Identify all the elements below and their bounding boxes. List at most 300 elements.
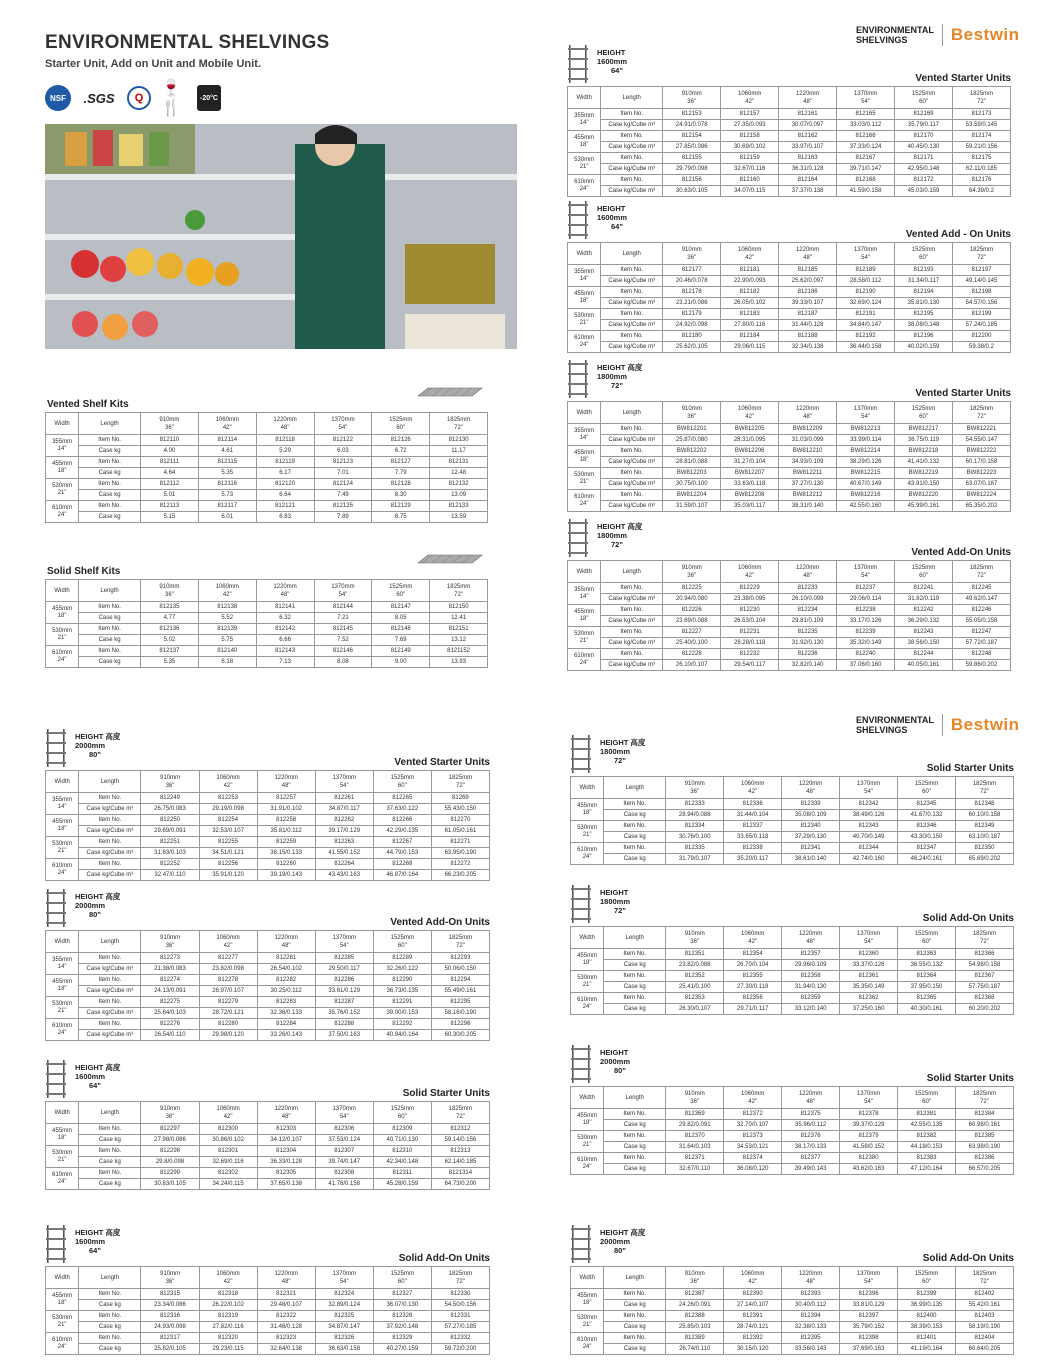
case-weight-cell: 12.41: [430, 613, 488, 624]
case-weight-cell: 13.59: [430, 512, 488, 523]
item-number-cell: 812363: [898, 949, 956, 960]
length-column-header: 1825mm 72": [953, 402, 1011, 424]
height-label: HEIGHT 高度 1800mm 72": [600, 738, 646, 765]
item-number-cell: 812322: [257, 1311, 315, 1322]
row-label: Case kg/Cube m³: [79, 1008, 141, 1019]
case-weight-cell: 35.79/0.117: [895, 120, 953, 131]
case-weight-cell: 37.92/0.148: [373, 1322, 431, 1333]
item-number-cell: 812254: [199, 815, 257, 826]
item-number-cell: 812112: [141, 479, 199, 490]
table-row: [46, 1157, 490, 1168]
item-number-cell: BW812202: [663, 446, 721, 457]
item-number-cell: BW812203: [663, 468, 721, 479]
case-weight-cell: 28.31/0.095: [721, 435, 779, 446]
length-column-header: 1370mm 54": [837, 87, 895, 109]
width-cell: 455mm 18": [571, 1289, 604, 1311]
case-weight-cell: 43.30/0.150: [898, 832, 956, 843]
case-weight-cell: 26.97/0.107: [199, 986, 257, 997]
length-column-header: 1060mm 42": [721, 87, 779, 109]
shelf-kit-icon: [414, 553, 484, 567]
item-number-cell: 812168: [837, 175, 895, 186]
length-column-header: 1060mm 42": [721, 402, 779, 424]
table-row: [571, 1300, 1014, 1311]
length-header: Length: [604, 777, 666, 799]
length-column-header: 1825mm 72": [956, 777, 1014, 799]
item-number-cell: 812332: [431, 1333, 489, 1344]
item-number-cell: 812266: [373, 815, 431, 826]
case-weight-cell: 37.25/0.160: [840, 1004, 898, 1015]
case-weight-cell: 8.30: [372, 490, 430, 501]
table-row: [46, 1311, 490, 1322]
table-row: [568, 276, 1011, 287]
case-weight-cell: 60.64/0.205: [956, 1344, 1014, 1355]
table-row: [46, 1124, 490, 1135]
item-number-cell: 812311: [373, 1168, 431, 1179]
case-weight-cell: 32.70/0.107: [724, 1120, 782, 1131]
case-weight-cell: 25.87/0.080: [663, 435, 721, 446]
section-title: Vented Starter Units: [915, 73, 1011, 84]
row-label: Item No.: [604, 799, 666, 810]
item-number-cell: 812383: [898, 1153, 956, 1164]
case-weight-cell: 44.79/0.153: [373, 848, 431, 859]
sgs-logo: .SGS: [83, 90, 115, 106]
item-number-cell: 812281: [257, 953, 315, 964]
section-title: Vented Add - On Units: [905, 229, 1011, 240]
item-number-cell: 812395: [782, 1333, 840, 1344]
item-number-cell: 812149: [372, 646, 430, 657]
width-cell: 610mm 24": [46, 1333, 79, 1355]
case-weight-cell: 30.07/0.097: [779, 120, 837, 131]
case-weight-cell: 5.75: [198, 635, 256, 646]
item-number-cell: 812249: [141, 793, 199, 804]
case-weight-cell: 24.91/0.078: [663, 120, 721, 131]
item-number-cell: 812145: [314, 624, 372, 635]
case-weight-cell: 36.99/0.135: [898, 1300, 956, 1311]
length-column-header: 1220mm 48": [782, 1087, 840, 1109]
width-cell: 455mm 18": [46, 1289, 79, 1311]
section-title: Solid Starter Units: [402, 1088, 490, 1099]
case-weight-cell: 32.67/0.110: [666, 1164, 724, 1175]
length-column-header: 910mm 36": [663, 402, 721, 424]
width-header: Width: [46, 1267, 79, 1289]
item-number-cell: 812381: [898, 1109, 956, 1120]
table-header-row: [46, 1102, 490, 1124]
height-label: HEIGHT 1600mm 64": [597, 204, 628, 231]
case-weight-cell: 21.38/0.083: [141, 964, 199, 975]
table-row: [46, 501, 488, 512]
length-column-header: 1525mm 60": [373, 1102, 431, 1124]
row-label: Item No.: [601, 109, 663, 120]
width-cell: 610mm 24": [46, 1019, 79, 1041]
width-cell: 455mm 18": [46, 602, 79, 624]
item-number-cell: BW812221: [953, 424, 1011, 435]
item-number-cell: 812404: [956, 1333, 1014, 1344]
item-number-cell: 812321: [257, 1289, 315, 1300]
item-number-cell: 812273: [141, 953, 199, 964]
width-cell: 455mm 18": [46, 1124, 79, 1146]
length-column-header: 1060mm 42": [199, 1267, 257, 1289]
case-weight-cell: 26.22/0.102: [199, 1300, 257, 1311]
row-label: Item No.: [79, 1168, 141, 1179]
item-number-cell: 812226: [663, 605, 721, 616]
case-weight-cell: 31.03/0.099: [779, 435, 837, 446]
case-weight-cell: 37.29/0.130: [782, 832, 840, 843]
item-number-cell: BW812222: [953, 446, 1011, 457]
case-weight-cell: 36.75/0.119: [895, 435, 953, 446]
row-label: Case kg: [79, 468, 141, 479]
table-row: [571, 960, 1014, 971]
spec-table: [567, 560, 1011, 671]
item-number-cell: 812297: [141, 1124, 199, 1135]
case-weight-cell: 35.35/0.149: [840, 982, 898, 993]
item-number-cell: 812290: [373, 975, 431, 986]
row-label: Case kg: [79, 512, 141, 523]
case-weight-cell: 65.69/0.202: [956, 854, 1014, 865]
item-number-cell: 81269: [431, 793, 489, 804]
item-number-cell: 812251: [141, 837, 199, 848]
item-number-cell: 812371: [666, 1153, 724, 1164]
row-label: Item No.: [79, 435, 141, 446]
case-weight-cell: 20.94/0.080: [663, 594, 721, 605]
case-weight-cell: 41.55/0.152: [315, 848, 373, 859]
width-cell: 610mm 24": [46, 646, 79, 668]
row-label: Item No.: [79, 602, 141, 613]
item-number-cell: 812194: [895, 287, 953, 298]
row-label: Case kg/Cube m³: [601, 342, 663, 353]
case-weight-cell: 34.93/0.109: [779, 457, 837, 468]
section-r-ss-2000: [570, 1040, 1014, 1175]
case-weight-cell: 26.54/0.110: [141, 1030, 199, 1041]
row-label: Case kg/Cube m³: [79, 986, 141, 997]
case-weight-cell: 31.64/0.103: [666, 1142, 724, 1153]
length-column-header: 1525mm 60": [898, 777, 956, 799]
shelf-unit-icon: [570, 734, 592, 774]
item-number-cell: 812190: [837, 287, 895, 298]
table-row: [46, 826, 490, 837]
section-l-sa-1600: [45, 1220, 490, 1355]
length-header: Length: [79, 931, 141, 953]
case-weight-cell: 23.38/0.095: [721, 594, 779, 605]
table-row: [46, 1168, 490, 1179]
item-number-cell: 812289: [373, 953, 431, 964]
length-column-header: 1220mm 48": [256, 413, 314, 435]
case-weight-cell: 26.10/0.099: [779, 594, 837, 605]
row-label: Case kg: [604, 960, 666, 971]
item-number-cell: 812342: [840, 799, 898, 810]
case-weight-cell: 33.99/0.114: [837, 435, 895, 446]
brand-logo-top: ENVIRONMENTAL SHELVINGS Bestwin: [856, 25, 1020, 45]
case-weight-cell: 39.49/0.143: [782, 1164, 840, 1175]
item-number-cell: 812330: [431, 1289, 489, 1300]
item-number-cell: 812291: [373, 997, 431, 1008]
case-weight-cell: 33.03/0.112: [837, 120, 895, 131]
item-number-cell: 812317: [141, 1333, 199, 1344]
case-weight-cell: 6.01: [198, 512, 256, 523]
case-weight-cell: 29.81/0.109: [779, 616, 837, 627]
width-cell: 355mm 14": [568, 424, 601, 446]
case-weight-cell: 41.67/0.132: [898, 810, 956, 821]
item-number-cell: 812343: [840, 821, 898, 832]
length-column-header: 1370mm 54": [837, 402, 895, 424]
case-weight-cell: 5.35: [141, 657, 199, 668]
spec-table: [567, 86, 1011, 197]
case-weight-cell: 33.56/0.143: [782, 1344, 840, 1355]
table-row: [571, 1333, 1014, 1344]
item-number-cell: 812255: [199, 837, 257, 848]
case-weight-cell: 66.23/0.205: [431, 870, 489, 881]
table-row: [568, 120, 1011, 131]
item-number-cell: 812353: [666, 993, 724, 1004]
case-weight-cell: 5.52: [198, 613, 256, 624]
spec-table: [45, 770, 490, 881]
width-cell: 355mm 14": [568, 265, 601, 287]
item-number-cell: 812275: [141, 997, 199, 1008]
item-number-cell: 812386: [956, 1153, 1014, 1164]
case-weight-cell: 37.65/0.138: [257, 1179, 315, 1190]
section-l-va-2000: [45, 884, 490, 1041]
item-number-cell: 812388: [666, 1311, 724, 1322]
item-number-cell: BW812212: [779, 490, 837, 501]
item-number-cell: 812270: [431, 815, 489, 826]
table-row: [568, 164, 1011, 175]
item-number-cell: 812324: [315, 1289, 373, 1300]
item-number-cell: 812230: [721, 605, 779, 616]
case-weight-cell: 26.74/0.110: [666, 1344, 724, 1355]
length-column-header: 910mm 36": [666, 777, 724, 799]
row-label: Case kg/Cube m³: [601, 142, 663, 153]
case-weight-cell: 39.17/0.129: [315, 826, 373, 837]
case-weight-cell: 7.49: [314, 490, 372, 501]
case-weight-cell: 58.19/0.190: [956, 1322, 1014, 1333]
item-number-cell: 812385: [956, 1131, 1014, 1142]
row-label: Case kg/Cube m³: [601, 164, 663, 175]
length-column-header: 1060mm 42": [198, 580, 256, 602]
item-number-cell: 812280: [199, 1019, 257, 1030]
item-number-cell: 812118: [256, 435, 314, 446]
item-number-cell: 812159: [721, 153, 779, 164]
shelf-unit-icon: [567, 200, 589, 240]
item-number-cell: 812374: [724, 1153, 782, 1164]
table-row: [571, 1311, 1014, 1322]
item-number-cell: 812335: [666, 843, 724, 854]
item-number-cell: 812318: [199, 1289, 257, 1300]
row-label: Case kg/Cube m³: [79, 826, 141, 837]
case-weight-cell: 5.01: [141, 490, 199, 501]
table-row: [568, 616, 1011, 627]
case-weight-cell: 25.84/0.103: [141, 1008, 199, 1019]
item-number-cell: BW812210: [779, 446, 837, 457]
width-cell: 610mm 24": [571, 993, 604, 1015]
case-weight-cell: 37.69/0.163: [840, 1344, 898, 1355]
case-weight-cell: 60.98/0.161: [956, 1120, 1014, 1131]
height-label: HEIGHT 高度 2000mm 80": [600, 1228, 646, 1255]
case-weight-cell: 6.18: [198, 657, 256, 668]
item-number-cell: 812113: [141, 501, 199, 512]
table-row: [571, 810, 1014, 821]
item-number-cell: 812357: [782, 949, 840, 960]
height-label: HEIGHT 高度 1600mm 64": [75, 1063, 121, 1090]
item-number-cell: 812260: [257, 859, 315, 870]
item-number-cell: 812261: [315, 793, 373, 804]
length-column-header: 1525mm 60": [898, 927, 956, 949]
case-weight-cell: 60.20/0.202: [956, 1004, 1014, 1015]
item-number-cell: 812391: [724, 1311, 782, 1322]
case-weight-cell: 35.20/0.117: [724, 854, 782, 865]
item-number-cell: 812329: [373, 1333, 431, 1344]
case-weight-cell: 37.33/0.124: [837, 142, 895, 153]
page-title: ENVIRONMENTAL SHELVINGS: [45, 32, 330, 53]
item-number-cell: 812277: [199, 953, 257, 964]
item-number-cell: 812283: [257, 997, 315, 1008]
length-column-header: 910mm 36": [663, 243, 721, 265]
case-weight-cell: 34.51/0.121: [199, 848, 257, 859]
section-l-ss-1600: [45, 1055, 490, 1190]
case-weight-cell: 23.34/0.086: [141, 1300, 199, 1311]
row-label: Case kg: [604, 1004, 666, 1015]
item-number-cell: 812402: [956, 1289, 1014, 1300]
table-header-row: [568, 561, 1011, 583]
length-column-header: 1825mm 72": [431, 1267, 489, 1289]
width-cell: 355mm 14": [568, 109, 601, 131]
width-cell: 610mm 24": [568, 331, 601, 353]
item-number-cell: 812192: [837, 331, 895, 342]
length-column-header: 1370mm 54": [314, 413, 372, 435]
item-number-cell: 812245: [953, 583, 1011, 594]
table-row: [568, 109, 1011, 120]
length-column-header: 910mm 36": [141, 931, 199, 953]
case-weight-cell: 57.75/0.187: [956, 982, 1014, 993]
case-weight-cell: 29.50/0.117: [315, 964, 373, 975]
width-cell: 610mm 24": [568, 490, 601, 512]
item-number-cell: 812313: [431, 1146, 489, 1157]
table-row: [571, 799, 1014, 810]
item-number-cell: 812110: [141, 435, 199, 446]
item-number-cell: 812228: [663, 649, 721, 660]
row-label: Case kg/Cube m³: [601, 457, 663, 468]
item-number-cell: 812326: [315, 1333, 373, 1344]
length-column-header: 1525mm 60": [373, 931, 431, 953]
case-weight-cell: 26.70/0.104: [724, 960, 782, 971]
length-column-header: 1825mm 72": [953, 87, 1011, 109]
row-label: Case kg: [604, 1300, 666, 1311]
case-weight-cell: 35.96/0.112: [782, 1120, 840, 1131]
item-number-cell: 812239: [837, 627, 895, 638]
item-number-cell: 812169: [895, 109, 953, 120]
case-weight-cell: 62.11/0.185: [953, 164, 1011, 175]
case-weight-cell: 36.29/0.132: [895, 616, 953, 627]
row-label: Item No.: [79, 815, 141, 826]
case-weight-cell: 47.12/0.164: [898, 1164, 956, 1175]
width-cell: 455mm 18": [568, 287, 601, 309]
table-header-row: [46, 771, 490, 793]
length-header: Length: [604, 927, 666, 949]
length-column-header: 1220mm 48": [782, 1267, 840, 1289]
item-number-cell: 812312: [431, 1124, 489, 1135]
case-weight-cell: 54.57/0.156: [953, 298, 1011, 309]
table-header-row: [46, 580, 488, 602]
width-cell: 455mm 18": [46, 815, 79, 837]
width-cell: 610mm 24": [46, 859, 79, 881]
table-row: [568, 638, 1011, 649]
item-number-cell: 812256: [199, 859, 257, 870]
item-number-cell: 812358: [782, 971, 840, 982]
width-cell: 355mm 14": [46, 435, 79, 457]
width-cell: 455mm 18": [568, 605, 601, 627]
table-row: [46, 997, 490, 1008]
spec-table: [570, 1266, 1014, 1355]
shelf-unit-icon: [570, 1044, 592, 1084]
case-weight-cell: 36.63/0.158: [315, 1344, 373, 1355]
width-cell: 455mm 18": [568, 131, 601, 153]
width-cell: 455mm 18": [568, 446, 601, 468]
item-number-cell: 812369: [666, 1109, 724, 1120]
item-number-cell: 812193: [895, 265, 953, 276]
item-number-cell: 812139: [198, 624, 256, 635]
length-column-header: 1825mm 72": [431, 931, 489, 953]
length-column-header: 1525mm 60": [373, 1267, 431, 1289]
row-label: Item No.: [601, 649, 663, 660]
item-number-cell: 812389: [666, 1333, 724, 1344]
item-number-cell: 812116: [198, 479, 256, 490]
item-number-cell: 812352: [666, 971, 724, 982]
length-column-header: 1220mm 48": [782, 777, 840, 799]
item-number-cell: 812178: [663, 287, 721, 298]
table-row: [46, 964, 490, 975]
case-weight-cell: 34.24/0.115: [199, 1179, 257, 1190]
item-number-cell: 812393: [782, 1289, 840, 1300]
item-number-cell: 812382: [898, 1131, 956, 1142]
spec-table: [567, 242, 1011, 353]
section-l-vs-2000: [45, 724, 490, 881]
length-column-header: 1525mm 60": [895, 87, 953, 109]
case-weight-cell: 8.75: [372, 512, 430, 523]
case-weight-cell: 49.62/0.147: [953, 594, 1011, 605]
case-weight-cell: 64.73/0.200: [431, 1179, 489, 1190]
row-label: Item No.: [604, 1311, 666, 1322]
table-row: [46, 435, 488, 446]
case-weight-cell: 7.13: [256, 657, 314, 668]
item-number-cell: 812274: [141, 975, 199, 986]
case-weight-cell: 58.16/0.190: [431, 1008, 489, 1019]
case-weight-cell: 57.72/0.187: [953, 638, 1011, 649]
length-column-header: 1220mm 48": [779, 402, 837, 424]
case-weight-cell: 25.82/0.105: [141, 1344, 199, 1355]
item-number-cell: 812379: [840, 1131, 898, 1142]
case-weight-cell: 55.43/0.150: [431, 804, 489, 815]
width-cell: 530mm 21": [46, 1311, 79, 1333]
case-weight-cell: 6.66: [256, 635, 314, 646]
table-row: [46, 793, 490, 804]
height-label: HEIGHT 1800mm 72": [600, 888, 631, 915]
row-label: Case kg: [79, 446, 141, 457]
width-header: Width: [568, 402, 601, 424]
case-weight-cell: 34.84/0.147: [837, 320, 895, 331]
width-header: Width: [568, 87, 601, 109]
item-number-cell: 812176: [953, 175, 1011, 186]
table-row: [571, 1153, 1014, 1164]
item-number-cell: BW812223: [953, 468, 1011, 479]
table-row: [568, 457, 1011, 468]
table-row: [571, 1322, 1014, 1333]
case-weight-cell: 23.82/0.088: [666, 960, 724, 971]
case-weight-cell: 36.08/0.120: [724, 1164, 782, 1175]
case-weight-cell: 40.70/0.149: [840, 832, 898, 843]
item-number-cell: 812164: [779, 175, 837, 186]
row-label: Item No.: [604, 993, 666, 1004]
item-number-cell: 812264: [315, 859, 373, 870]
case-weight-cell: 40.27/0.159: [373, 1344, 431, 1355]
spec-table: [45, 579, 488, 668]
